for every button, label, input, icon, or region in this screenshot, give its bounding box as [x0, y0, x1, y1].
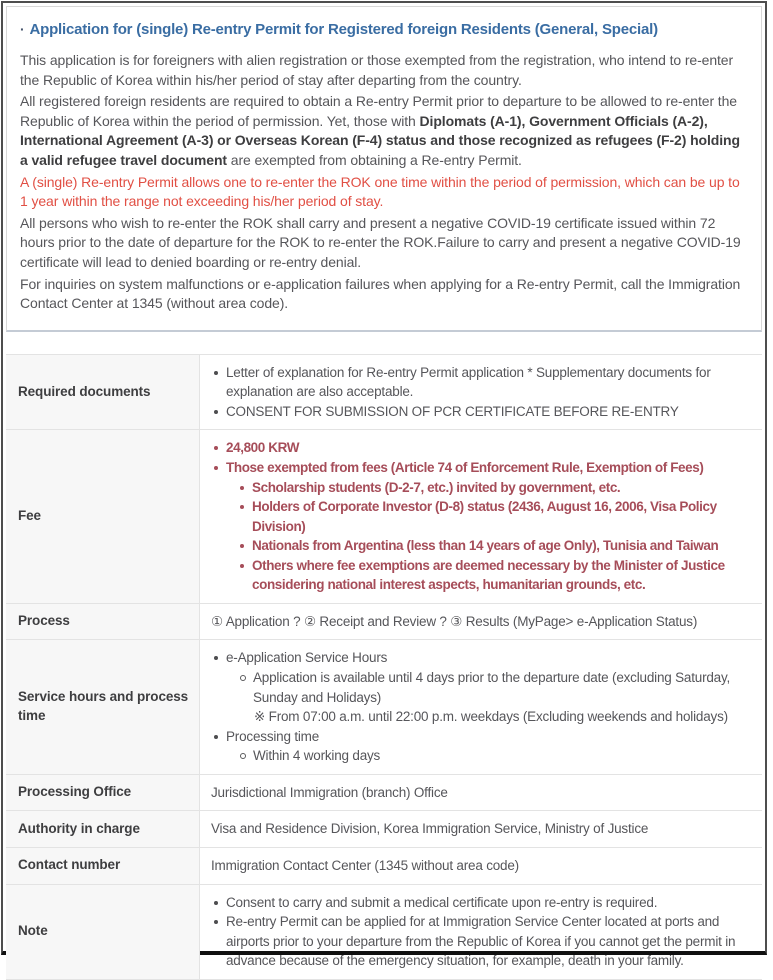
list-item — [238, 497, 752, 536]
title-bullet: · — [20, 21, 25, 37]
list-item — [211, 438, 752, 458]
intro-paragraph-red: A (single) Re-entry Permit allows one to re-enter the ROK one time within the period of permission, which can be up to 1 year within the range not exceeding his/her period of stay. — [20, 173, 740, 210]
list-item — [211, 458, 752, 595]
row-label-authority: Authority in charge — [6, 811, 200, 848]
list-item-text: Holders of Corporate Investor (D-8) status (2436, August 16, 2006, Visa Policy Division) — [252, 499, 717, 534]
page-title — [20, 19, 748, 40]
fee-list — [211, 438, 752, 595]
list-item-text: Consent to carry and submit a medical certificate upon re-entry is required. — [226, 894, 658, 910]
list-item — [211, 912, 752, 971]
table-row-process — [6, 603, 762, 640]
table-row-fee — [6, 430, 762, 604]
table-row-contact — [6, 847, 762, 884]
list-item — [211, 402, 752, 422]
required-documents-list — [211, 363, 752, 422]
list-item-text: Application is available until 4 days prior to the departure date (excluding Saturday, Sunday and Holidays) — [253, 670, 731, 705]
row-value-required-documents — [200, 354, 763, 430]
row-label-contact: Contact number — [6, 847, 200, 884]
intro-paragraph-inquiries: For inquiries on system malfunctions or e-application failures when applying for a Re-entry Permit, call the Immigration Contact Center at 1345 (without area code). — [20, 275, 741, 312]
service-hours-sublist — [226, 668, 752, 727]
intro-paragraph-1: This application is for foreigners with alien registration or those exempted from the registration, who intend to re-enter the Republic of Korea within his/her period of stay after departing from the country. — [20, 52, 734, 88]
row-value-authority: Visa and Residence Division, Korea Immigration Service, Ministry of Justice — [200, 811, 763, 848]
row-label-fee: Fee — [6, 430, 200, 604]
list-item-text: Scholarship students (D-2-7, etc.) invited by government, etc. — [252, 479, 621, 495]
row-value-note — [200, 884, 763, 979]
table-row-authority — [6, 811, 762, 848]
row-value-fee — [200, 430, 763, 604]
list-item-text: 24,800 KRW — [226, 440, 300, 456]
row-value-contact: Immigration Contact Center (1345 without area code) — [200, 847, 763, 884]
table-row-service-hours — [6, 640, 762, 774]
page-title-text: Application for (single) Re-entry Permit for Registered foreign Residents (General, Special) — [29, 21, 658, 38]
list-item-text: Within 4 working days — [253, 748, 381, 764]
table-row-note — [6, 884, 762, 979]
list-item-text: Letter of explanation for Re-entry Permit application * Supplementary documents for explanation are also acceptable. — [226, 364, 711, 400]
intro-section — [6, 6, 762, 332]
list-item-text: CONSENT FOR SUBMISSION OF PCR CERTIFICATE BEFORE RE-ENTRY — [226, 403, 679, 419]
processing-time-sublist — [226, 746, 752, 766]
row-label-process: Process — [6, 603, 200, 640]
row-value-processing-office: Jurisdictional Immigration (branch) Office — [200, 774, 763, 811]
list-item-text: Those exempted from fees (Article 74 of Enforcement Rule, Exemption of Fees) — [226, 459, 704, 475]
row-label-processing-office: Processing Office — [6, 774, 200, 811]
list-item-text: Nationals from Argentina (less than 14 years of age Only), Tunisia and Taiwan — [252, 538, 719, 554]
list-item-text: Re-entry Permit can be applied for at Immigration Service Center located at ports and airports prior to your departure from the Republic of Korea if you cannot get the permit in advance because of the emergency situation, for example, death in your family. — [226, 914, 736, 969]
intro-paragraph-2-post: are exempted from obtaining a Re-entry Permit. — [226, 151, 522, 168]
row-label-service-hours: Service hours and process time — [6, 640, 200, 774]
page-container — [1, 1, 767, 969]
row-label-required-documents: Required documents — [6, 354, 200, 430]
fee-exemption-sublist — [226, 478, 752, 595]
intro-paragraph-2-pre: All registered foreign residents are required to obtain a Re-entry Permit prior to departure to be allowed to re-enter the Republic of Korea within the period of permission. Yet, those with — [20, 93, 737, 129]
list-item — [211, 363, 752, 402]
service-hours-note: ※ From 07:00 a.m. until 22:00 p.m. weekdays (Excluding weekends and holidays) — [254, 709, 728, 725]
intro-paragraph-2-bold: Diplomats (A-1), Government Officials (A-2), International Agreement (A-3) or Overseas Korean (F-4) status and those recognized as refugees (F-2) holding a valid refugee travel document — [20, 112, 740, 168]
row-label-note: Note — [6, 884, 200, 979]
row-value-process: ① Application ? ② Receipt and Review ? ③ Results (MyPage> e-Application Status) — [200, 603, 763, 640]
list-item-text: e-Application Service Hours — [226, 650, 388, 666]
list-item — [238, 746, 752, 766]
list-item — [238, 478, 752, 498]
list-item — [238, 536, 752, 556]
list-item-text: Processing time — [226, 728, 320, 744]
service-hours-list — [211, 648, 752, 765]
list-item-text: Others where fee exemptions are deemed necessary by the Minister of Justice considering national interest aspects, humanitarian grounds, etc. — [252, 557, 725, 593]
list-item — [211, 727, 752, 766]
note-list — [211, 893, 752, 971]
list-item — [238, 668, 752, 727]
list-item — [211, 648, 752, 726]
info-table — [6, 354, 762, 980]
intro-paragraph-covid: All persons who wish to re-enter the ROK shall carry and present a negative COVID-19 certificate issued within 72 hours prior to the date of departure for the ROK to re-enter the ROK.Failure to carry and present a negative COVID-19 certificate will lead to denied boarding or re-entry denial. — [20, 214, 741, 270]
list-item — [238, 556, 752, 595]
table-row-required-documents — [6, 354, 762, 430]
list-item — [211, 893, 752, 913]
intro-paragraph-2 — [20, 92, 748, 170]
table-row-processing-office — [6, 774, 762, 811]
row-value-service-hours — [200, 640, 763, 774]
